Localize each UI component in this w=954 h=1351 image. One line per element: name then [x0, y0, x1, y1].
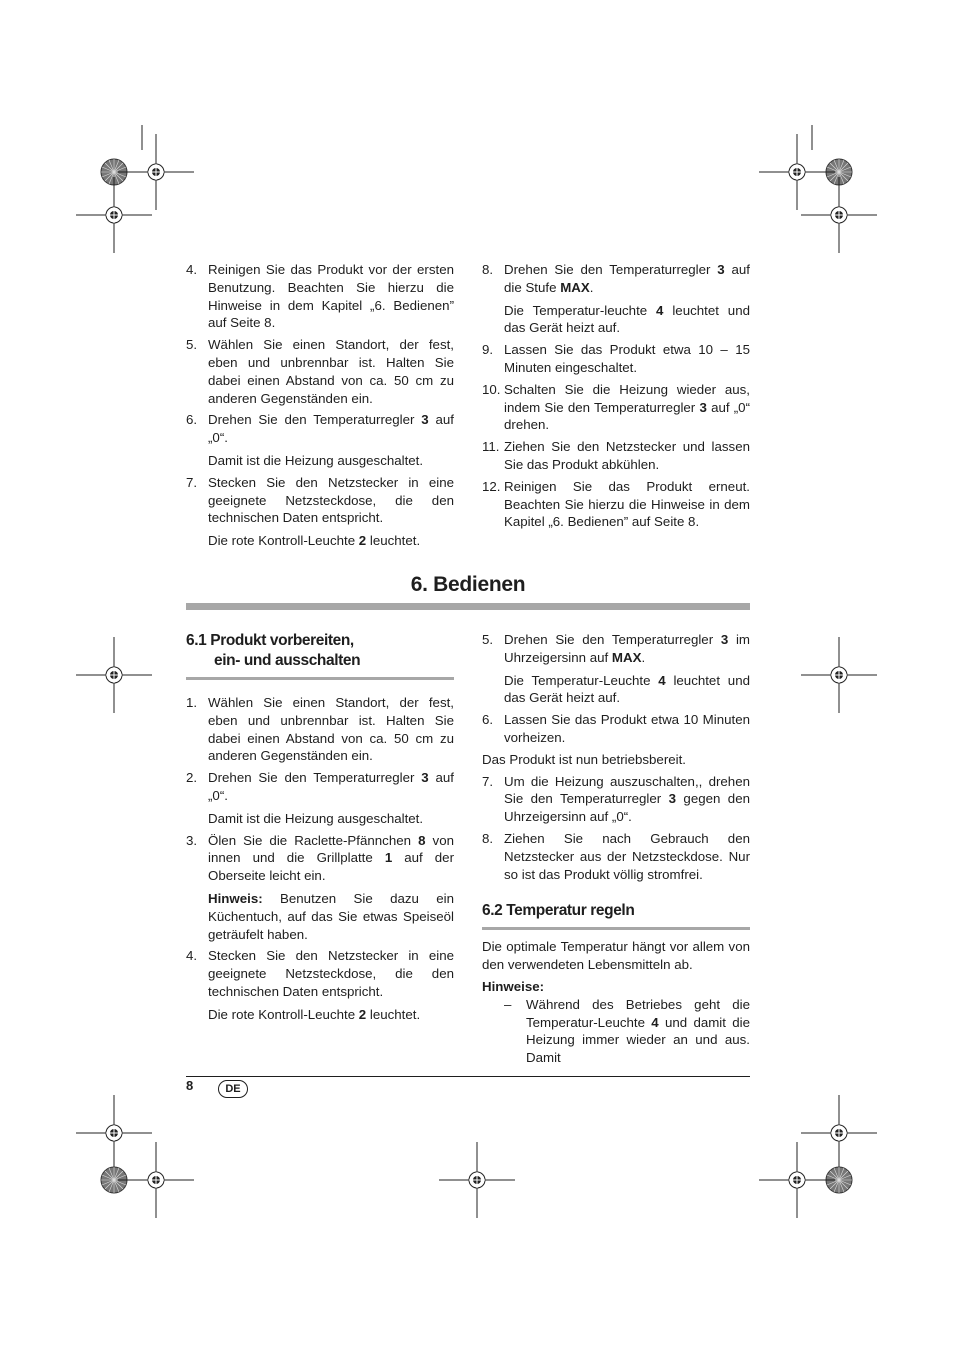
dash-bullet: –: [504, 996, 512, 1012]
footer-rule: [186, 1076, 750, 1077]
item-note: Die rote Kontroll-Leuchte 2 leuchtet.: [208, 533, 421, 549]
item-note: Die Temperatur-leuchte 4 leuchtet und das Gerät heizt auf.: [504, 302, 750, 336]
section-6-1-continued: [482, 631, 750, 1067]
item-note: Damit ist die Heizung ausgeschaltet.: [208, 810, 424, 826]
emphasis: 8: [418, 832, 426, 848]
temperature-intro: Die optimale Temperatur hängt vor allem von den verwendeten Lebensmitteln ab.: [482, 939, 750, 973]
list-item: [482, 478, 750, 531]
emphasis: 4: [651, 1014, 659, 1030]
item-text: Ziehen Sie den Netzstecker und lassen Sie das Produkt abkühlen.: [504, 439, 750, 472]
list-item: [186, 474, 454, 550]
item-number: 7.: [186, 474, 198, 490]
emphasis: 2: [358, 1006, 367, 1022]
section-heading-line1: 6.1 Produkt vorbereiten,: [186, 632, 354, 649]
item-number: 2.: [186, 770, 198, 786]
emphasis: MAX: [560, 279, 590, 295]
section-heading: [186, 631, 454, 671]
top-left-column: [186, 261, 454, 554]
item-number: 4.: [186, 948, 198, 964]
list-item: [186, 336, 454, 407]
item-text: Stecken Sie den Netzstecker in eine geeignete Netzsteckdose, die den technischen Daten entspricht.: [208, 474, 454, 526]
language-badge: DE: [218, 1080, 248, 1098]
item-text: Stecken Sie den Netzstecker in eine geeignete Netzsteckdose, die den technischen Daten entspricht.: [208, 948, 454, 999]
emphasis: 3: [699, 399, 707, 415]
list-item: [482, 631, 750, 707]
section-divider: [186, 677, 454, 680]
item-number: 6.: [186, 412, 198, 428]
section-heading: 6.2 Temperatur regeln: [482, 902, 635, 920]
step-list: [482, 773, 750, 884]
item-text: Drehen Sie den Temperaturregler 3 im Uhrzeigersinn auf MAX.: [504, 632, 750, 665]
notes-label: Hinweise:: [482, 978, 545, 994]
step-list: [482, 261, 750, 531]
item-number: 10.: [482, 381, 501, 397]
emphasis: 3: [421, 412, 429, 428]
item-text: Drehen Sie den Temperaturregler 3 auf „0“.: [208, 412, 454, 446]
item-text: Um die Heizung auszuschalten,, drehen Sie den Temperaturregler 3 gegen den Uhrzeigersinn auf „0“.: [504, 773, 750, 825]
item-number: 7.: [482, 773, 494, 789]
page-number: 8: [186, 1078, 194, 1093]
note-item: [504, 996, 750, 1067]
section-divider: [482, 927, 750, 930]
item-number: 5.: [482, 632, 494, 647]
list-item: [186, 261, 454, 332]
item-text: Ziehen Sie nach Gebrauch den Netzstecker aus der Netzsteckdose. Nur so ist das Produkt völlig stromfrei.: [504, 830, 750, 882]
emphasis: 4: [658, 672, 666, 688]
emphasis: 1: [384, 850, 393, 866]
item-text: Wählen Sie einen Standort, der fest, eben und unbrennbar ist. Halten Sie dabei einen Abstand von ca. 50 cm zu anderen Gegenständen ein.: [208, 337, 454, 406]
item-note: Damit ist die Heizung ausgeschaltet.: [208, 452, 424, 468]
emphasis: 3: [421, 770, 429, 786]
item-number: 12.: [482, 478, 501, 494]
list-item: [186, 947, 454, 1023]
list-item: [482, 341, 750, 377]
item-text: Reinigen Sie das Produkt erneut. Beachten Sie hierzu die Hinweise in dem Kapitel „6. Bedienen” auf Seite 8.: [504, 478, 750, 530]
list-item: [186, 769, 454, 827]
emphasis: 2: [358, 533, 367, 549]
emphasis: Hinweis:: [208, 890, 263, 906]
step-list: [186, 261, 454, 550]
item-note: Die Temperatur-Leuchte 4 leuchtet und das Gerät heizt auf.: [504, 672, 750, 706]
item-number: 8.: [482, 262, 494, 277]
item-text: Schalten Sie die Heizung wieder aus, indem Sie den Temperaturregler 3 auf „0“ drehen.: [504, 381, 751, 433]
emphasis: 3: [717, 262, 725, 277]
emphasis: MAX: [611, 649, 642, 665]
list-item: [482, 261, 750, 337]
item-text: Reinigen Sie das Produkt vor der ersten Benutzung. Beachten Sie hierzu die Hinweise in dem Kapitel „6. Bedienen” auf Seite 8.: [208, 262, 454, 331]
item-text: Lassen Sie das Produkt etwa 10 – 15 Minuten eingeschaltet.: [504, 342, 750, 375]
item-number: 9.: [482, 342, 494, 358]
item-number: 1.: [186, 695, 198, 710]
item-number: 8.: [482, 830, 494, 846]
note-text: Während des Betriebes geht die Temperatur-Leuchte 4 und damit die Heizung immer wieder an und aus. Damit: [526, 996, 750, 1066]
list-item: [186, 832, 454, 944]
item-text: Lassen Sie das Produkt etwa 10 Minuten vorheizen.: [504, 712, 750, 745]
item-text: Drehen Sie den Temperaturregler 3 auf „0“.: [208, 770, 454, 803]
item-note: Die rote Kontroll-Leuchte 2 leuchtet.: [208, 1006, 421, 1022]
chapter-title: 6. Bedienen: [410, 573, 526, 596]
list-item: [482, 830, 750, 883]
item-note: Hinweis: Benutzen Sie dazu ein Küchentuch, auf das Sie etwas Speiseöl geträufelt haben.: [208, 890, 454, 942]
item-text: Drehen Sie den Temperaturregler 3 auf die Stufe MAX.: [504, 262, 750, 295]
emphasis: 3: [720, 632, 729, 647]
emphasis: 3: [668, 791, 677, 807]
section-6-1: [186, 631, 454, 1028]
list-item: [186, 694, 454, 765]
item-number: 11.: [482, 439, 500, 455]
item-number: 4.: [186, 262, 198, 277]
list-item: [482, 438, 750, 474]
list-item: [482, 381, 750, 434]
section-heading-line2: ein- und ausschalten: [214, 652, 361, 669]
item-text: Wählen Sie einen Standort, der fest, eben und unbrennbar ist. Halten Sie dabei einen Abstand von ca. 50 cm zu anderen Gegenständen ein.: [208, 695, 454, 764]
list-item: [482, 711, 750, 747]
emphasis: 4: [656, 302, 664, 318]
top-right-column: [482, 261, 750, 535]
list-item: [186, 411, 454, 469]
item-text: Ölen Sie die Raclette-Pfännchen 8 von innen und die Grillplatte 1 auf der Oberseite leicht ein.: [208, 832, 455, 884]
ready-text: Das Produkt ist nun betriebsbereit.: [482, 751, 686, 767]
step-list: [482, 631, 750, 747]
item-number: 6.: [482, 712, 494, 728]
list-item: [482, 773, 750, 826]
item-number: 3.: [186, 832, 198, 848]
chapter-divider: [186, 603, 750, 610]
step-list: [186, 694, 454, 1024]
item-number: 5.: [186, 337, 198, 353]
